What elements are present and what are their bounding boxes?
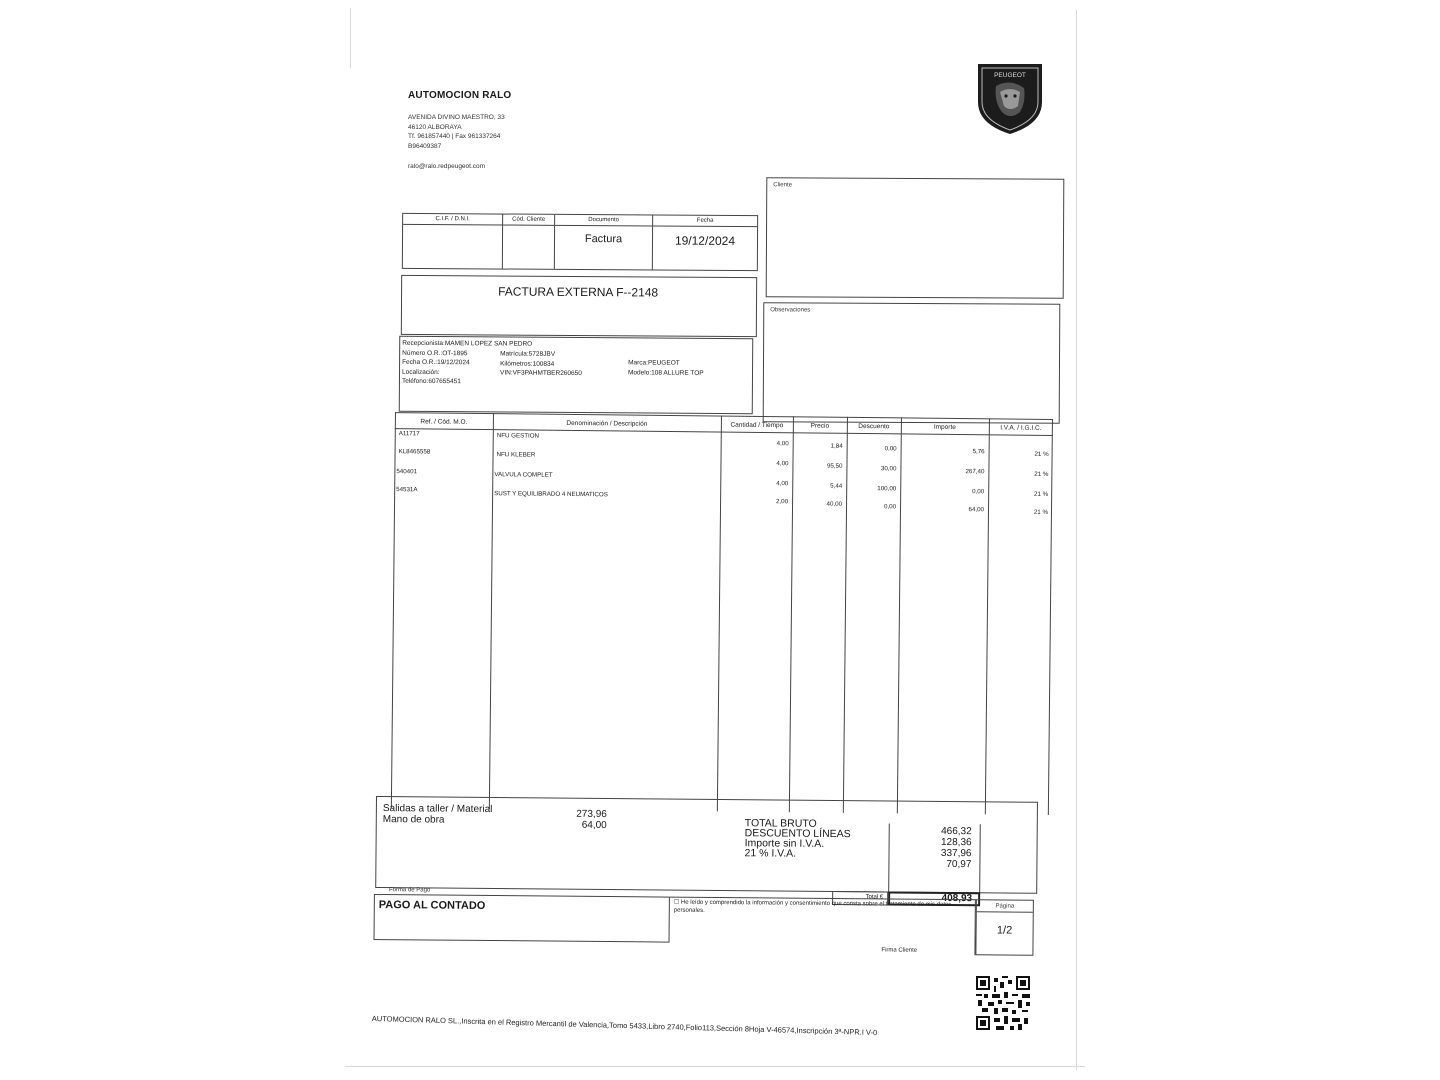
registry-footer: AUTOMOCION RALO SL.,Inscrita en el Registro Mercantil de Valencia,Tomo 5433,Libro 2740,Folio113,Sección 8Hoja V-46574,Inscripción 3ª-NPR.I V-0 xyxy=(371,1014,878,1038)
labour-label: Mano de obra xyxy=(382,814,445,826)
reception-line: Matrícula:5728JBV xyxy=(500,350,556,358)
document-type-label: Documento xyxy=(555,215,652,227)
row-amount: 64,00 xyxy=(968,506,985,514)
row-discount: 0,00 xyxy=(883,503,897,511)
reception-line: Kilómetros:100834 xyxy=(500,359,555,368)
company-address xyxy=(408,113,511,151)
column-header-description: Denominación / Descripción xyxy=(566,419,648,428)
cif-cell xyxy=(403,214,503,269)
cif-label: C.I.F. / D.N.I. xyxy=(403,214,502,226)
totals-labels xyxy=(744,818,850,859)
payment-method-box xyxy=(374,887,670,943)
column-header-price: Precio xyxy=(810,422,830,430)
date-label: Fecha xyxy=(653,215,757,227)
grand-total-value: 408,93 xyxy=(888,891,980,906)
vat-value: 70,97 xyxy=(946,858,972,871)
column-header-discount: Descuento xyxy=(858,422,890,431)
row-quantity: 4,00 xyxy=(776,460,789,468)
company-address-line: AVENIDA DIVINO MAESTRO, 33 xyxy=(408,114,505,121)
row-description: NFU KLEBER xyxy=(496,451,536,459)
payment-method-label: Forma de Pago xyxy=(388,887,431,894)
page-number: 1/2 xyxy=(996,924,1013,937)
document-type-cell xyxy=(555,215,653,270)
totals-values xyxy=(941,826,972,870)
row-amount: 5,76 xyxy=(972,448,985,456)
company-info xyxy=(408,90,511,170)
gross-total-value: 466,32 xyxy=(941,825,972,838)
row-quantity: 4,00 xyxy=(776,440,789,448)
invoice-title: FACTURA EXTERNA F--2148 xyxy=(498,284,659,300)
cif-value xyxy=(403,232,502,233)
client-label: Cliente xyxy=(773,182,792,189)
row-quantity: 2,00 xyxy=(775,498,789,506)
observations-box xyxy=(763,302,1061,424)
totals-box xyxy=(375,796,1038,905)
row-price: 40,00 xyxy=(826,500,843,508)
reception-line: Modelo:108 ALLURE TOP xyxy=(627,368,704,377)
net-amount-label: Importe sin I.V.A. xyxy=(744,837,825,850)
labour-value: 64,00 xyxy=(581,819,607,832)
subtotal-labels xyxy=(383,803,493,826)
line-discount-value: 128,36 xyxy=(940,836,972,849)
row-amount: 0,00 xyxy=(972,488,985,496)
logo-text: PEUGEOT xyxy=(994,72,1026,79)
row-description: SUST Y EQUILIBRADO 4 NEUMATICOS xyxy=(494,490,608,499)
totals-values-column xyxy=(888,823,981,894)
row-price: 5,44 xyxy=(830,482,843,490)
subtotal-values xyxy=(573,809,607,831)
reception-line: Marca:PEUGEOT xyxy=(628,359,680,367)
row-ref: 540401 xyxy=(396,468,418,476)
row-description: VALVULA COMPLET xyxy=(494,471,553,479)
client-code-label: Cód. Cliente xyxy=(503,215,554,226)
row-vat: 21 % xyxy=(1034,450,1049,458)
company-email: ralo@ralo.redpeugeot.com xyxy=(408,163,486,170)
client-box xyxy=(766,177,1065,299)
net-amount-value: 337,96 xyxy=(940,847,972,860)
reception-info-box xyxy=(399,336,754,414)
row-price: 95,50 xyxy=(826,462,843,470)
row-vat: 21 % xyxy=(1034,490,1049,498)
row-vat: 21 % xyxy=(1033,508,1049,516)
qr-code-icon xyxy=(976,976,1030,1030)
peugeot-lion-logo-icon xyxy=(976,62,1044,136)
consent-text: He leído y comprendido la información y consentimiento que consta sobre el tratamiento de mis datos personales. xyxy=(673,899,952,914)
reception-line: Número O.R.:OT-1895 xyxy=(402,349,468,357)
material-label: Salidas a taller / Material xyxy=(382,803,493,816)
scan-edge xyxy=(345,1066,1085,1067)
row-description: NFU GESTION xyxy=(496,432,540,440)
client-signature-label: Firma Cliente xyxy=(881,947,918,954)
payment-method-value: PAGO AL CONTADO xyxy=(378,899,486,912)
line-items-table xyxy=(381,412,1055,819)
observations-label: Observaciones xyxy=(770,307,811,314)
document-header-table xyxy=(402,213,758,271)
line-discount-label: DESCUENTO LÍNEAS xyxy=(744,827,851,841)
company-address-line: 46120 ALBORAYA xyxy=(408,123,462,131)
row-amount: 267,40 xyxy=(965,468,985,476)
column-header-amount: Importe xyxy=(933,423,956,431)
column-header-vat: I.V.A. / I.G.I.C. xyxy=(1000,424,1042,432)
row-discount: 100,00 xyxy=(877,485,897,493)
row-discount: 0,00 xyxy=(884,445,897,453)
row-vat: 21 % xyxy=(1034,470,1049,478)
row-ref: KL8465558 xyxy=(398,448,431,456)
row-price: 1,84 xyxy=(830,442,843,450)
page-box xyxy=(975,899,1033,956)
scan-edge xyxy=(350,8,351,68)
reception-line: Teléfono:607655451 xyxy=(401,377,461,386)
document-type-value: Factura xyxy=(584,233,623,246)
vat-label: 21 % I.V.A. xyxy=(744,847,797,860)
row-discount: 30,00 xyxy=(880,465,897,473)
consent-box xyxy=(669,897,975,956)
row-quantity: 4,00 xyxy=(776,480,789,488)
date-cell xyxy=(653,215,757,270)
reception-line: VIN:VF3PAHMTBER260650 xyxy=(499,369,582,378)
row-ref: 54531A xyxy=(396,486,418,494)
column-header-ref: Ref. / Cód. M.O. xyxy=(420,418,468,426)
reception-col-2 xyxy=(500,349,582,378)
company-name: AUTOMOCION RALO xyxy=(408,90,512,101)
reception-line: Localización: xyxy=(401,368,440,376)
company-address-line: Tf. 961857440 | Fax 961337264 xyxy=(408,133,501,140)
row-ref: A11717 xyxy=(398,430,420,438)
material-value: 273,96 xyxy=(576,808,607,821)
payment-section xyxy=(373,884,1038,962)
reception-line: Recepcionista:MAMEN LOPEZ SAN PEDRO xyxy=(402,339,533,348)
reception-col-3 xyxy=(628,358,704,378)
page-label: Página xyxy=(977,900,1033,912)
client-code-cell xyxy=(503,215,555,269)
scan-edge xyxy=(1076,10,1077,1070)
reception-line: Fecha O.R.:19/12/2024 xyxy=(402,358,470,367)
grand-total-label: Total € xyxy=(832,891,888,905)
column-header-quantity: Cantidad / Tiempo xyxy=(730,421,784,430)
company-address-line: B96409387 xyxy=(408,142,442,150)
date-value: 19/12/2024 xyxy=(674,233,736,248)
invoice-title-box xyxy=(401,275,757,337)
checkbox-icon: ☐ xyxy=(673,899,680,906)
gross-total-label: TOTAL BRUTO xyxy=(744,817,817,830)
